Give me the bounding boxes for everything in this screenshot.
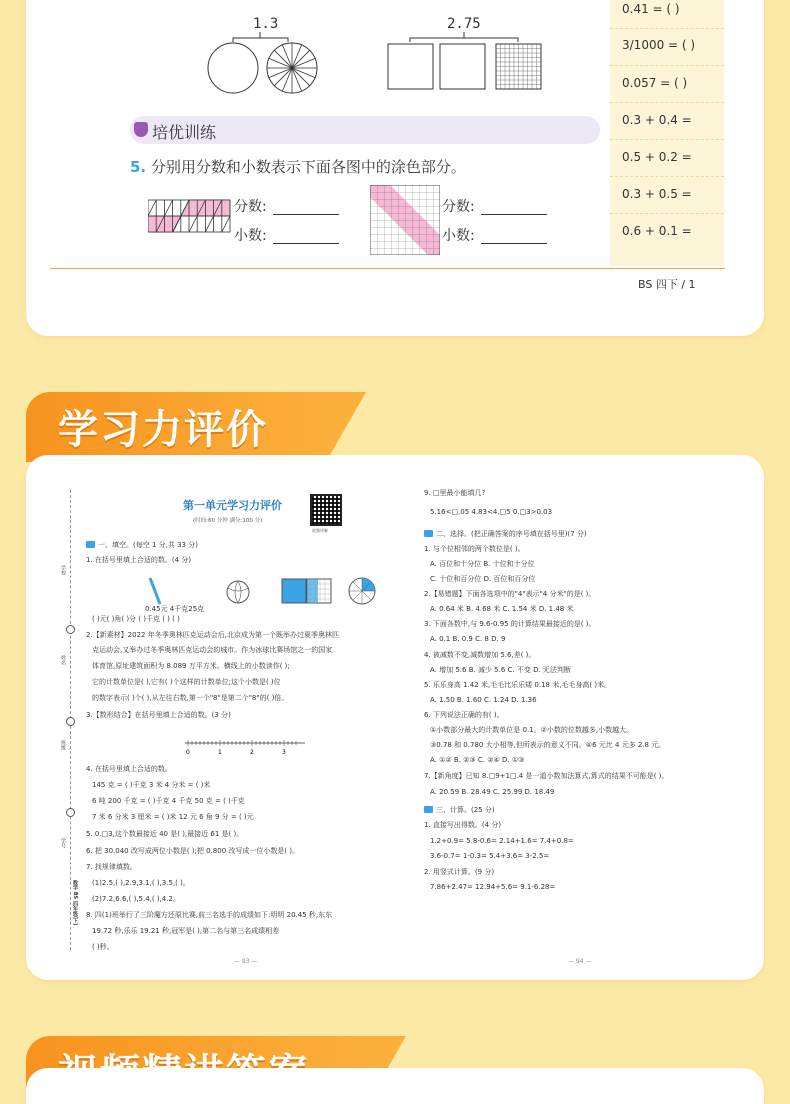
q6-text: 6. 把 30.040 改写成两位小数是( );把 0.800 改写成一位小数是( )。 xyxy=(86,847,300,855)
binding-number: 学号 xyxy=(60,838,66,848)
sidebar-item-7: 0.6 + 0.1 = xyxy=(622,224,692,238)
r-c1: 1. 与个位相邻的两个数位是( )。 xyxy=(424,545,525,553)
decimal-label-1: 小数: xyxy=(234,228,267,244)
r-q9-text: 9. □里最小能填几? xyxy=(424,489,486,497)
page-footer: BS 四下 / 1 xyxy=(638,278,696,291)
sidebar-item-6: 0.3 + 0.5 = xyxy=(622,187,692,201)
r-c5: 5. 乐乐身高 1.42 米,毛毛比乐乐矮 0.18 米,毛毛身高( )米。 xyxy=(424,681,612,689)
fraction-label-2: 分数: xyxy=(442,199,475,215)
r-c7-opts: A. 20.59 B. 28.49 C. 25.99 D. 18.49 xyxy=(430,788,555,796)
fraction-label-1: 分数: xyxy=(234,199,267,215)
sidebar-item-1: 0.41 = ( ) xyxy=(622,2,680,16)
r-c7: 7.【新角度】已知 8.□9+1□.4 是一道小数加法算式,算式的结果不可能是( )。 xyxy=(424,772,669,780)
decimal-blank-1[interactable] xyxy=(273,243,339,244)
sidebar-divider xyxy=(610,28,724,29)
sidebar-item-2: 3/1000 = ( ) xyxy=(622,38,696,52)
section-marker xyxy=(86,541,95,548)
footer-rule xyxy=(50,268,725,269)
sidebar-divider xyxy=(610,213,724,214)
r-c4: 4. 被减数不变,减数增加 5.6,差( )。 xyxy=(424,651,536,659)
q7-part-2: (2)7.2,6.6,( ),5.4,( ),4.2。 xyxy=(92,895,180,903)
r-q9-items: 5.16<□.05 4.83<4.□5 0.□3>0.03 xyxy=(430,508,553,516)
q3-text: 3.【数形结合】在括号里填上合适的数。(3 分) xyxy=(86,711,231,719)
q8-line-1: 8. 四(1)班举行了三阶魔方还原比赛,前三名选手的成绩如下:明明 20.45 秒,东东 xyxy=(86,911,333,919)
page-subtitle: (时间:60 分钟 满分:100 分) xyxy=(193,518,263,524)
section-title-evaluation: 学习力评价 xyxy=(58,407,268,453)
q2-line-1: 2.【新素材】2022 年冬季奥林匹克运动会后,北京成为第一个既举办过夏季奥林匹 xyxy=(86,631,339,639)
q7-text: 7. 找规律填数。 xyxy=(86,863,137,871)
question-5 xyxy=(130,156,466,177)
number-line xyxy=(180,726,310,760)
binding-book: 数学 BS 四年级(下) xyxy=(72,880,78,926)
sidebar-divider xyxy=(610,102,724,103)
page-number-right: — 94 — xyxy=(568,958,592,965)
sidebar-divider xyxy=(610,176,724,177)
r-c3: 3. 下面各数中,与 9.6-0.95 的计算结果最接近的是( )。 xyxy=(424,620,596,628)
decimal-blank-2[interactable] xyxy=(481,243,547,244)
section-heading-fill: 一、填空。(每空 1 分,共 33 分) xyxy=(98,541,198,549)
video-card xyxy=(26,1068,764,1104)
q2-line-5: 的数字表示( )个( ),从左往右数,第一个"8"是第二个"8"的( )倍。 xyxy=(92,694,289,702)
section-heading-choice: 二、选择。(把正确答案的序号填在括号里)(7 分) xyxy=(436,530,587,538)
shield-icon xyxy=(134,122,148,137)
r-c6-opts: A. ①② B. ②③ C. ②④ D. ①③ xyxy=(430,756,525,764)
svg-text:2: 2 xyxy=(250,749,254,756)
q4-row-1: 145 克 = ( )千克 3 米 4 分米 = ( )米 xyxy=(92,781,211,789)
sidebar-divider xyxy=(610,65,724,66)
page-title: 第一单元学习力评价 xyxy=(183,499,282,512)
svg-text:3: 3 xyxy=(282,749,286,756)
svg-text:1: 1 xyxy=(218,749,222,756)
r-c1-ab: A. 百位和十分位 B. 十位和十分位 xyxy=(430,560,535,568)
r-c6-l1: ①小数部分最大的计数单位是 0.1。②小数的位数越多,小数越大。 xyxy=(430,726,634,734)
q7-part-1: (1)2.5,( ),2.9,3.1,( ),3.5,( )。 xyxy=(92,879,190,887)
number-label-2: 2.75 xyxy=(447,16,481,32)
fraction-figures xyxy=(200,30,560,102)
band-label: 培优训练 xyxy=(152,123,217,142)
q4-text: 4. 在括号里填上合适的数。 xyxy=(86,765,172,773)
binding-hole xyxy=(66,808,75,817)
r-calc1-row1: 1.2+0.9= 5.8-0.6= 2.14+1.6= 7.4+0.8= xyxy=(430,837,574,845)
binding-name: 姓名 xyxy=(60,655,66,665)
r-c1-cd: C. 十位和百分位 D. 百位和百分位 xyxy=(430,575,536,583)
q4-row-3: 7 米 6 分米 3 厘米 = ( )米 12 元 6 角 9 分 = ( )元 xyxy=(92,813,254,821)
binding-school: 学校 xyxy=(60,565,66,575)
binding-hole xyxy=(66,717,75,726)
fraction-blank-1[interactable] xyxy=(273,214,339,215)
q1-captions: 0.45元 4千克25克 xyxy=(145,605,205,613)
svg-text:0: 0 xyxy=(186,749,190,756)
r-calc1: 1. 直接写出得数。(4 分) xyxy=(424,821,502,829)
sidebar-divider xyxy=(610,139,724,140)
decimal-label-2: 小数: xyxy=(442,228,475,244)
number-label-1: 1.3 xyxy=(253,16,279,32)
q1-blanks: ( )元( )角( )分 ( )千克 ( ) ( ) xyxy=(92,615,180,623)
q8-line-3: ( )秒。 xyxy=(92,943,114,951)
r-c6: 6. 下列说法正确的有( )。 xyxy=(424,711,504,719)
q5-text: 5. 0.□3,这个数最接近 40 是( ),最接近 61 是( )。 xyxy=(86,830,244,838)
strip-figure xyxy=(148,198,232,234)
q2-line-3: 体育馆,原址建筑面积为 8.089 万平方米。横线上的小数读作( ); xyxy=(92,662,290,670)
question-5-text: 分别用分数和小数表示下面各图中的涂色部分。 xyxy=(150,158,466,176)
fraction-blank-2[interactable] xyxy=(481,214,547,215)
r-c4-opts: A. 增加 5.6 B. 减少 5.6 C. 不变 D. 无法判断 xyxy=(430,666,571,674)
cut-off-question-line xyxy=(130,0,350,6)
sidebar-item-3: 0.057 = ( ) xyxy=(622,76,688,90)
qr-caption: 视频讲解 xyxy=(312,528,328,533)
q2-line-4: 它的计数单位是( ),它有( )个这样的计数单位;这个小数是( )位 xyxy=(92,678,281,686)
r-calc2-row: 7.86+2.47= 12.94+5.6= 9.1-6.28= xyxy=(430,883,556,891)
question-5-number: 5. xyxy=(130,158,147,176)
r-c3-opts: A. 0.1 B. 0.9 C. 8 D. 9 xyxy=(430,635,506,643)
section-marker xyxy=(424,530,433,537)
section-heading-calc: 三、计算。(25 分) xyxy=(436,806,495,814)
sidebar-item-4: 0.3 + 0.4 = xyxy=(622,113,692,127)
r-calc2: 2. 用竖式计算。(9 分) xyxy=(424,868,495,876)
q1-text: 1. 在括号里填上合适的数。(4 分) xyxy=(86,556,192,564)
qr-code-icon[interactable] xyxy=(310,494,342,526)
q4-row-2: 6 吨 200 千克 = ( )千克 4 千克 50 克 = ( )千克 xyxy=(92,797,245,805)
q8-line-2: 19.72 秒,乐乐 19.21 秒,冠军是( ),第二名与第三名成绩相差 xyxy=(92,927,280,935)
sidebar-item-5: 0.5 + 0.2 = xyxy=(622,150,692,164)
r-c6-l2: ③0.78 和 0.780 大小相等,但所表示的意义不同。④6 元比 4 元多 2.8 元。 xyxy=(430,741,666,749)
q2-line-2: 克运动会,又举办过冬季奥林匹克运动会的城市。作为冰球比赛场馆之一的国家 xyxy=(92,646,333,654)
r-c2-opts: A. 0.64 米 B. 4.68 米 C. 1.54 米 D. 1.48 米 xyxy=(430,605,574,613)
r-c2: 2.【易错题】下面各选项中的"4"表示"4 分米"的是( )。 xyxy=(424,590,596,598)
binding-hole xyxy=(66,625,75,634)
binding-class: 班级 xyxy=(60,740,66,750)
grid-figure xyxy=(370,185,440,255)
r-c5-opts: A. 1.50 B. 1.60 C. 1.24 D. 1.36 xyxy=(430,696,537,704)
r-calc1-row2: 3.6-0.7= 1-0.3= 5.4+3.6= 3-2.5= xyxy=(430,852,550,860)
page-number-left: — 93 — xyxy=(234,958,258,965)
section-marker xyxy=(424,806,433,813)
